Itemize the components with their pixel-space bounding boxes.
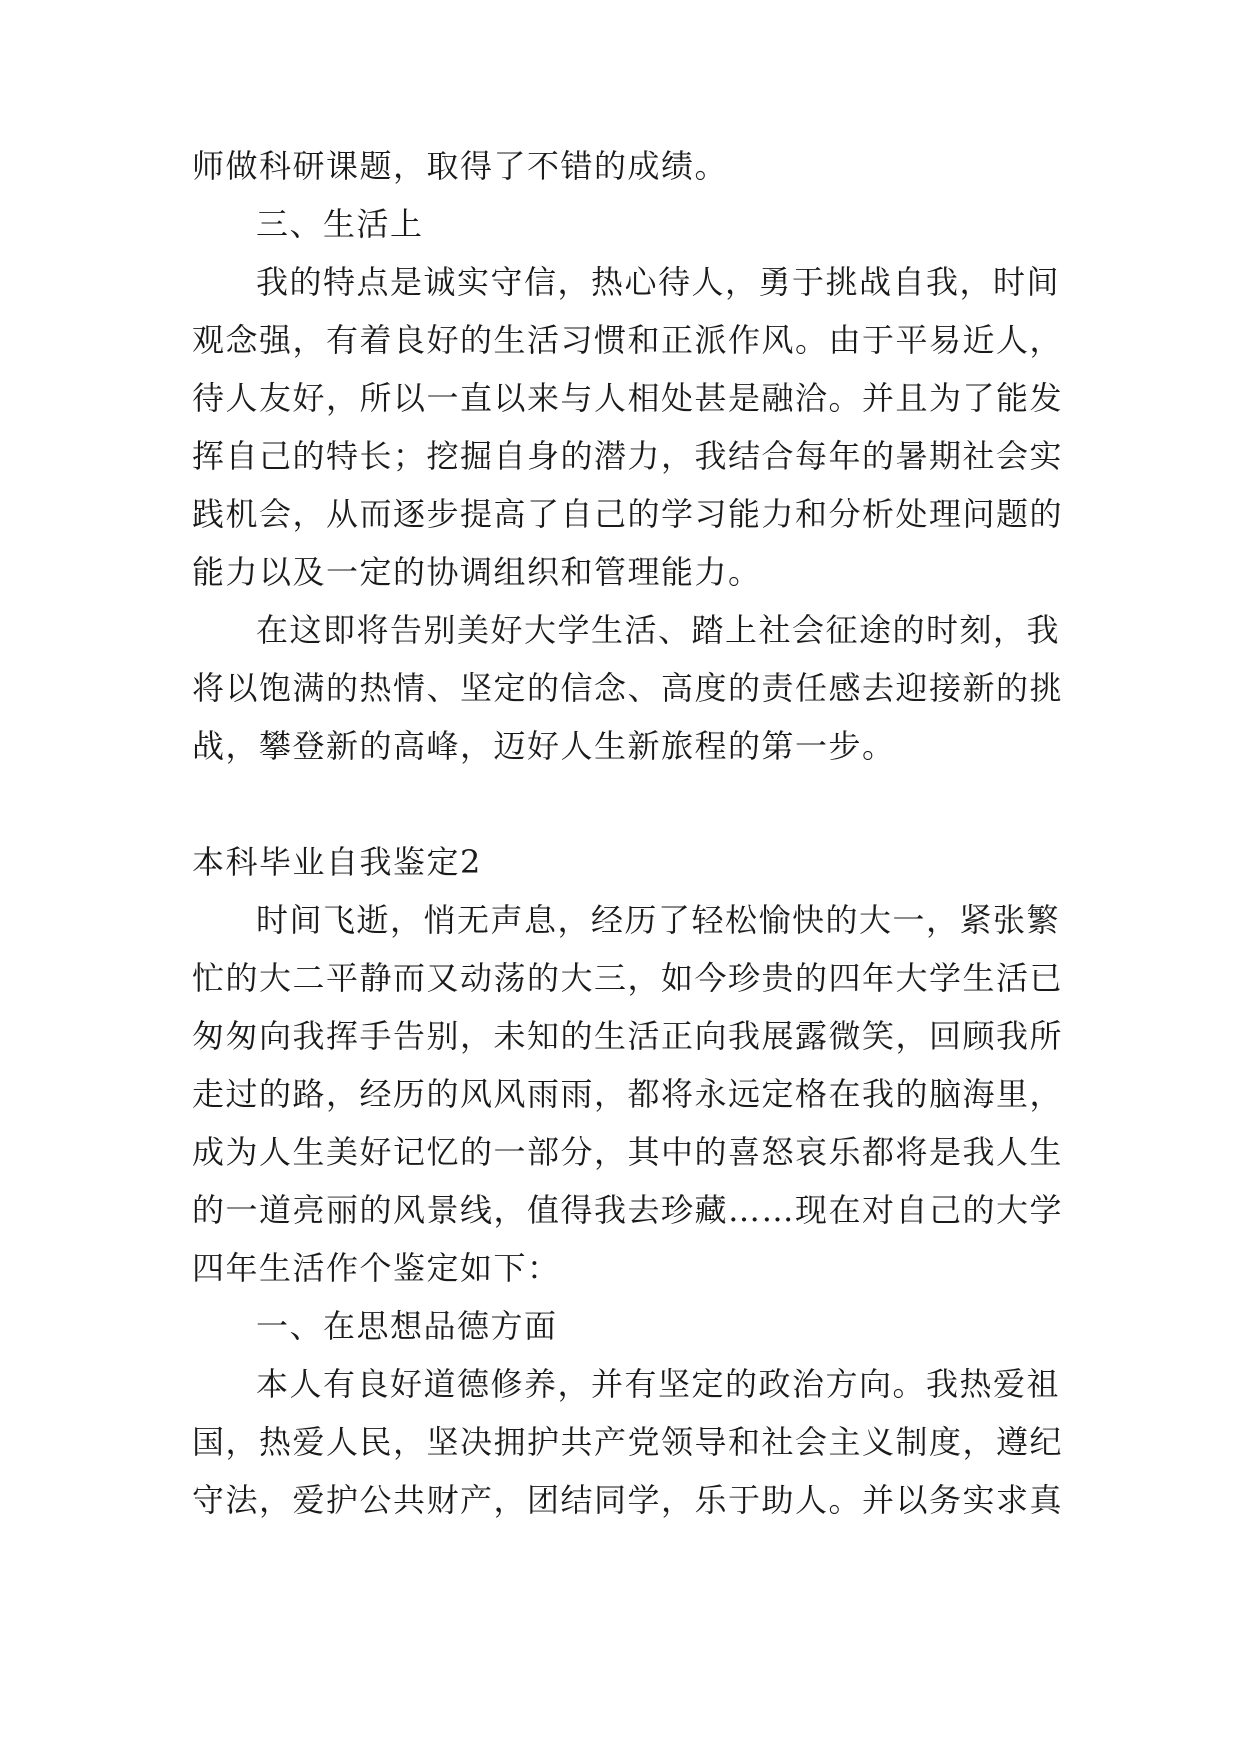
text-line: 将以饱满的热情、坚定的信念、高度的责任感去迎接新的挑 bbox=[192, 669, 1064, 707]
section-heading: 一、在思想品德方面 bbox=[256, 1307, 558, 1345]
text-line: 践机会，从而逐步提高了自己的学习能力和分析处理问题的 bbox=[192, 495, 1064, 533]
text-line: 的一道亮丽的风景线，值得我去珍藏……现在对自己的大学 bbox=[192, 1191, 1064, 1229]
text-line: 忙的大二平静而又动荡的大三，如今珍贵的四年大学生活已 bbox=[192, 959, 1064, 997]
text-line: 四年生活作个鉴定如下： bbox=[192, 1249, 561, 1287]
text-line: 能力以及一定的协调组织和管理能力。 bbox=[192, 553, 762, 591]
text-line: 师做科研课题，取得了不错的成绩。 bbox=[192, 147, 729, 185]
text-line: 国，热爱人民，坚决拥护共产党领导和社会主义制度，遵纪 bbox=[192, 1423, 1064, 1461]
text-line: 观念强，有着良好的生活习惯和正派作风。由于平易近人， bbox=[192, 321, 1064, 359]
text-line: 守法，爱护公共财产，团结同学，乐于助人。并以务实求真 bbox=[192, 1481, 1064, 1519]
document-title: 本科毕业自我鉴定2 bbox=[192, 843, 482, 881]
text-line: 在这即将告别美好大学生活、踏上社会征途的时刻，我 bbox=[256, 611, 1061, 649]
text-line: 走过的路，经历的风风雨雨，都将永远定格在我的脑海里， bbox=[192, 1075, 1064, 1113]
text-line: 挥自己的特长；挖掘自身的潜力，我结合每年的暑期社会实 bbox=[192, 437, 1064, 475]
text-line: 待人友好，所以一直以来与人相处甚是融洽。并且为了能发 bbox=[192, 379, 1064, 417]
text-line: 我的特点是诚实守信，热心待人，勇于挑战自我，时间 bbox=[256, 263, 1061, 301]
text-line: 匆匆向我挥手告别，未知的生活正向我展露微笑，回顾我所 bbox=[192, 1017, 1064, 1055]
text-line: 成为人生美好记忆的一部分，其中的喜怒哀乐都将是我人生 bbox=[192, 1133, 1064, 1171]
text-line: 战，攀登新的高峰，迈好人生新旅程的第一步。 bbox=[192, 727, 896, 765]
text-line: 本人有良好道德修养，并有坚定的政治方向。我热爱祖 bbox=[256, 1365, 1061, 1403]
section-heading: 三、生活上 bbox=[256, 205, 424, 243]
text-line: 时间飞逝，悄无声息，经历了轻松愉快的大一，紧张繁 bbox=[256, 901, 1061, 939]
